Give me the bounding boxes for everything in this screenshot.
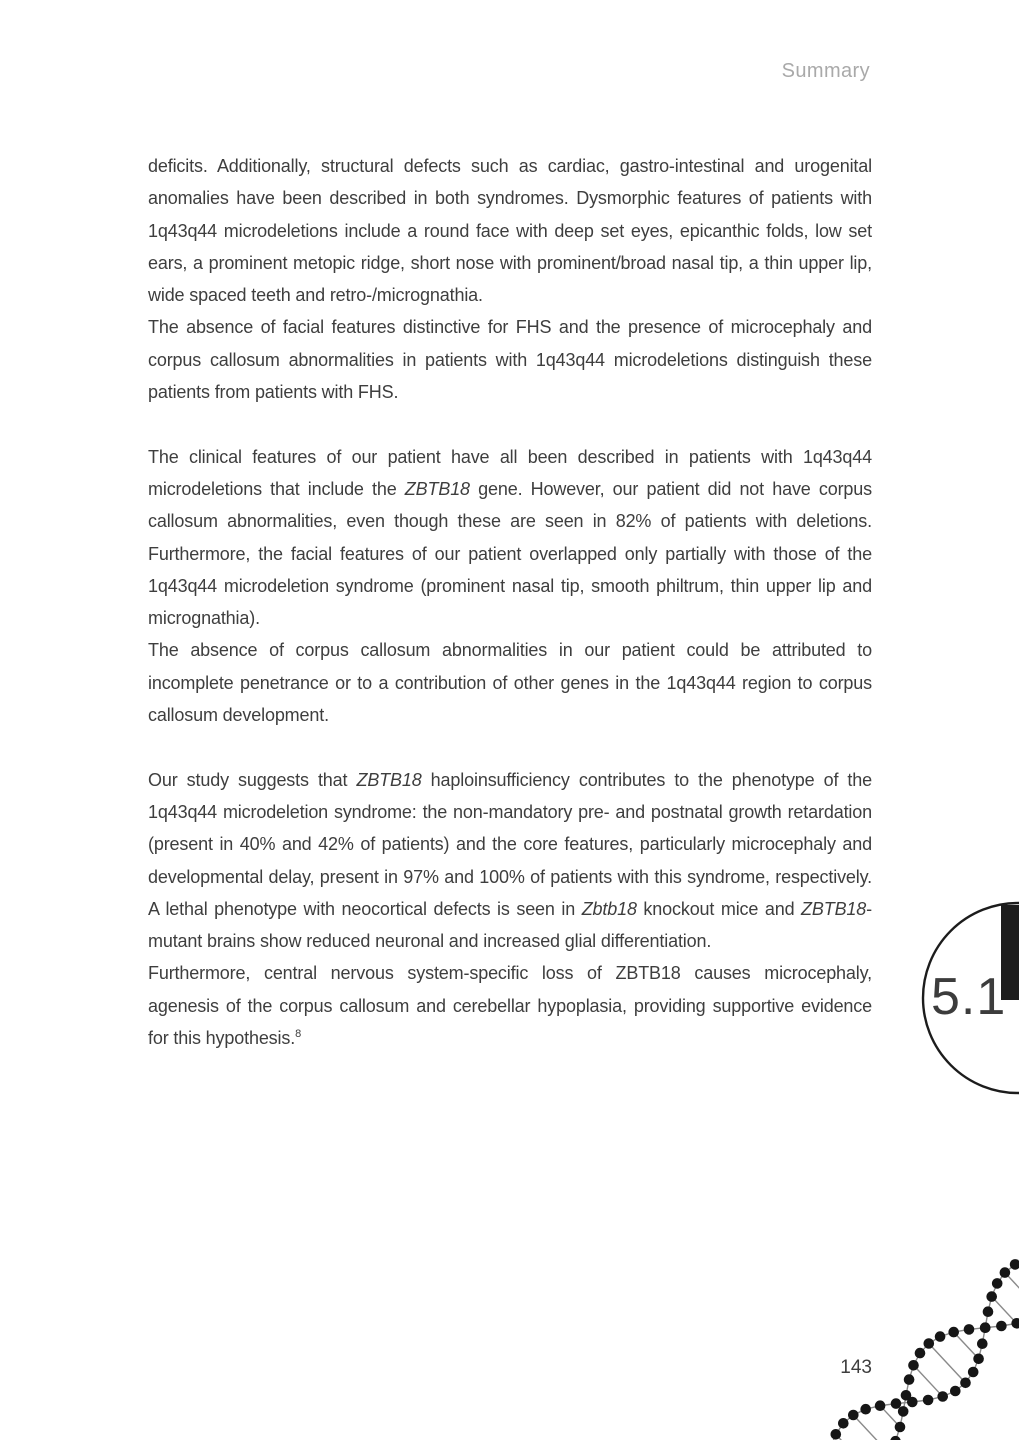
paragraph-gap	[148, 731, 872, 763]
paragraph: The absence of corpus callosum abnormalities in our patient could be attributed to incomplete penetrance or to a contribution of other genes in the 1q43q44 region to corpus callosum development.	[148, 640, 872, 726]
paragraph: The clinical features of our patient have all been described in patients with 1q43q44 microdeletions that include the ZBTB18 gene. However, our patient did not have corpus callosum abnormalities, even though these are seen in 82% of patients with deletions. Furthermore, the facial features of our patient overlapped only partially with those of the 1q43q44 microdeletion syndrome (prominent nasal tip, smooth philtrum, thin upper lip and micrognathia).	[148, 446, 873, 629]
chapter-number: 5.1	[931, 968, 1007, 1026]
paragraph: Furthermore, central nervous system-specific loss of ZBTB18 causes microcephaly, agenesis of the corpus callosum and cerebellar hypoplasia, providing supportive evidence for this hypothesis.$^8$	[148, 963, 872, 1049]
paragraph: Our study suggests that ZBTB18 haploinsufficiency contributes to the phenotype of the 1q43q44 microdeletion syndrome: the non-mandatory pre- and postnatal growth retardation (present in 40% and 42% of patients) and the core features, particularly microcephaly and developmental delay, present in 97% and 100% of patients with this syndrome, respectively. A lethal phenotype with neocortical defects is seen in Zbtb18 knockout mice and ZBTB18-mutant brains show reduced neuronal and increased glial differentiation.	[148, 769, 873, 952]
paragraph-gap	[148, 408, 872, 440]
dna-helix-decoration	[780, 1230, 1019, 1440]
page-number: 143	[840, 1357, 872, 1378]
paragraph: The absence of facial features distinctive for FHS and the presence of microcephaly and corpus callosum abnormalities in patients with 1q43q44 microdeletions distinguish these patients from patients with FHS.	[148, 317, 872, 403]
running-header: Summary	[781, 60, 870, 82]
text-blocks	[148, 150, 872, 1054]
paragraph: deficits. Additionally, structural defects such as cardiac, gastro-intestinal and urogenital anomalies have been described in both syndromes. Dysmorphic features of patients with 1q43q44 microdeletions include a round face with deep set eyes, epicanthic folds, low set ears, a prominent metopic ridge, short nose with prominent/broad nasal tip, a thin upper lip, wide spaced teeth and retro-/micrognathia.	[148, 156, 872, 306]
